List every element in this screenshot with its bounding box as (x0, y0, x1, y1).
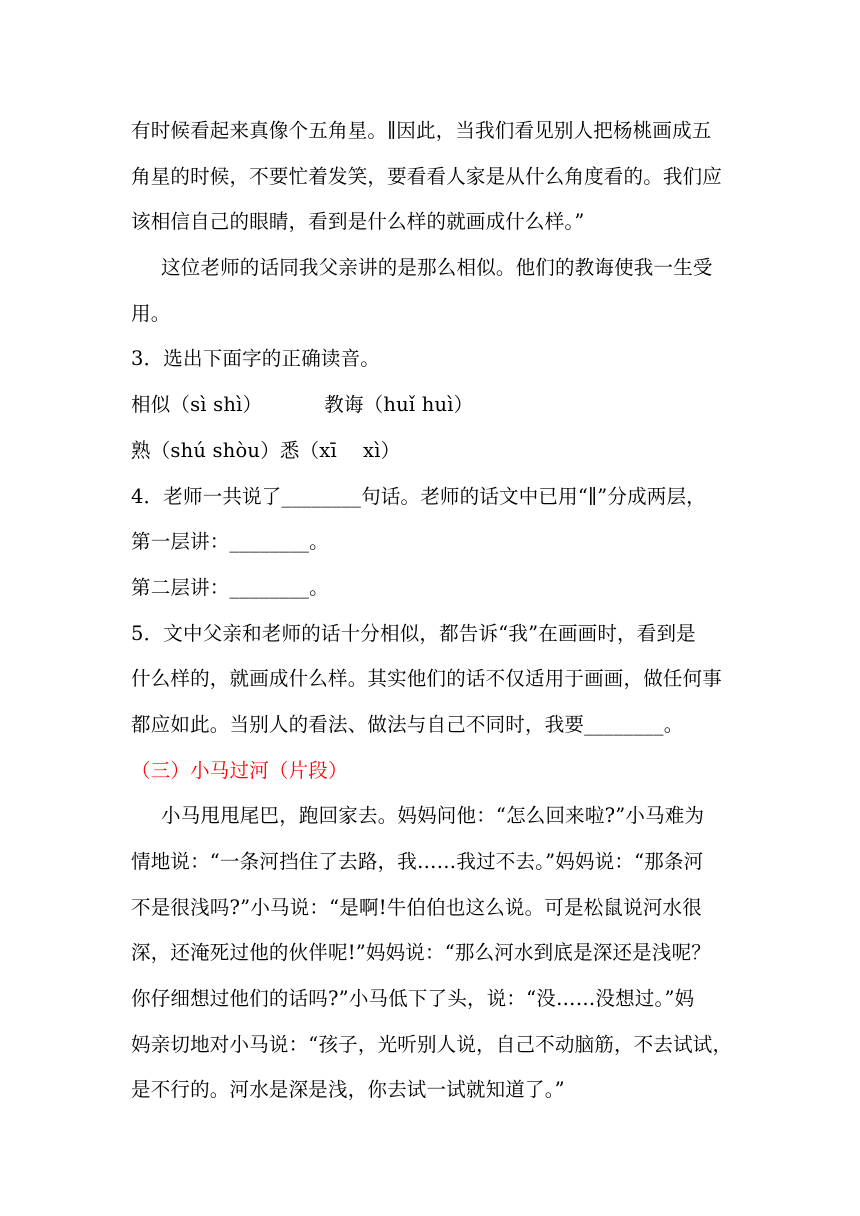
question-4-text-a: 4．老师一共说了 (131, 484, 282, 508)
question-3-item-2: 教诲（huǐ huì） (324, 393, 474, 417)
section-3-line-5: 你仔细想过他们的话吗?”小马低下了头，说：“没……没想过。”妈 (131, 987, 695, 1011)
question-4-label-2: 第二层讲： (131, 575, 230, 599)
section-3-line-1: 小马甩甩尾巴，跑回家去。妈妈问他：“怎么回来啦?”小马难为 (161, 804, 705, 828)
answer-blank: ________ (281, 484, 362, 508)
section-3-line-2: 情地说：“一条河挡住了去路，我……我过不去。”妈妈说：“那条河 (131, 850, 704, 873)
answer-blank: ________ (584, 712, 664, 736)
section-3-line-3: 不是很浅吗?”小马说：“是啊!牛伯伯也这么说。可是松鼠说河水很 (131, 895, 702, 919)
question-3-item-3: 熟（shú shòu）悉（xī xì） (131, 438, 401, 462)
question-3-row-1 (131, 382, 731, 428)
question-5-line-2: 什么样的，就画成什么样。其实他们的话不仅适用于画画，做任何事 (131, 667, 723, 691)
question-3-stem: 3．选出下面字的正确读音。 (131, 347, 381, 371)
question-4-text-b: 句话。老师的话文中已用“∥”分成两层， (361, 484, 706, 508)
question-5-line-3 (131, 702, 731, 748)
question-4-label-1: 第一层讲： (131, 530, 230, 554)
section-3-line-4: 深，还淹死过他的伙伴呢!”妈妈说：“那么河水到底是深还是浅呢？ (131, 941, 711, 965)
section-3-line-6: 妈亲切地对小马说：“孩子，光听别人说，自己不动脑筋，不去试试， (131, 1032, 733, 1056)
question-3-item-1: 相似（sì shì） (131, 393, 263, 417)
document-page (131, 108, 731, 1113)
question-4-line-1 (131, 474, 731, 520)
section-3-heading: （三）小马过河（片段） (131, 758, 348, 782)
answer-blank: ________ (229, 575, 310, 599)
answer-blank: ________ (229, 530, 310, 554)
passage-line-3: 该相信自己的眼睛，看到是什么样的就画成什么样。” (131, 210, 585, 234)
section-3-line-7: 是不行的。河水是深是浅，你去试一试就知道了。” (131, 1078, 565, 1102)
question-5-line-1: 5．文中父亲和老师的话十分相似，都告诉“我”在画画时，看到是 (131, 621, 696, 645)
passage-line-2: 角星的时候，不要忙着发笑，要看看人家是从什么角度看的。我们应 (131, 164, 723, 188)
question-4-line-2 (131, 519, 731, 565)
question-5-text: 都应如此。当别人的看法、做法与自己不同时，我要 (131, 712, 585, 736)
passage-line-4: 这位老师的话同我父亲讲的是那么相似。他们的教诲使我一生受 (161, 256, 713, 280)
question-4-line-3 (131, 565, 731, 611)
period: 。 (309, 575, 329, 599)
passage-line-5: 用。 (131, 301, 171, 325)
period: 。 (663, 712, 684, 736)
passage-line-1: 有时候看起来真像个五角星。∥因此，当我们看见别人把杨桃画成五 (131, 119, 712, 142)
period: 。 (309, 530, 329, 554)
